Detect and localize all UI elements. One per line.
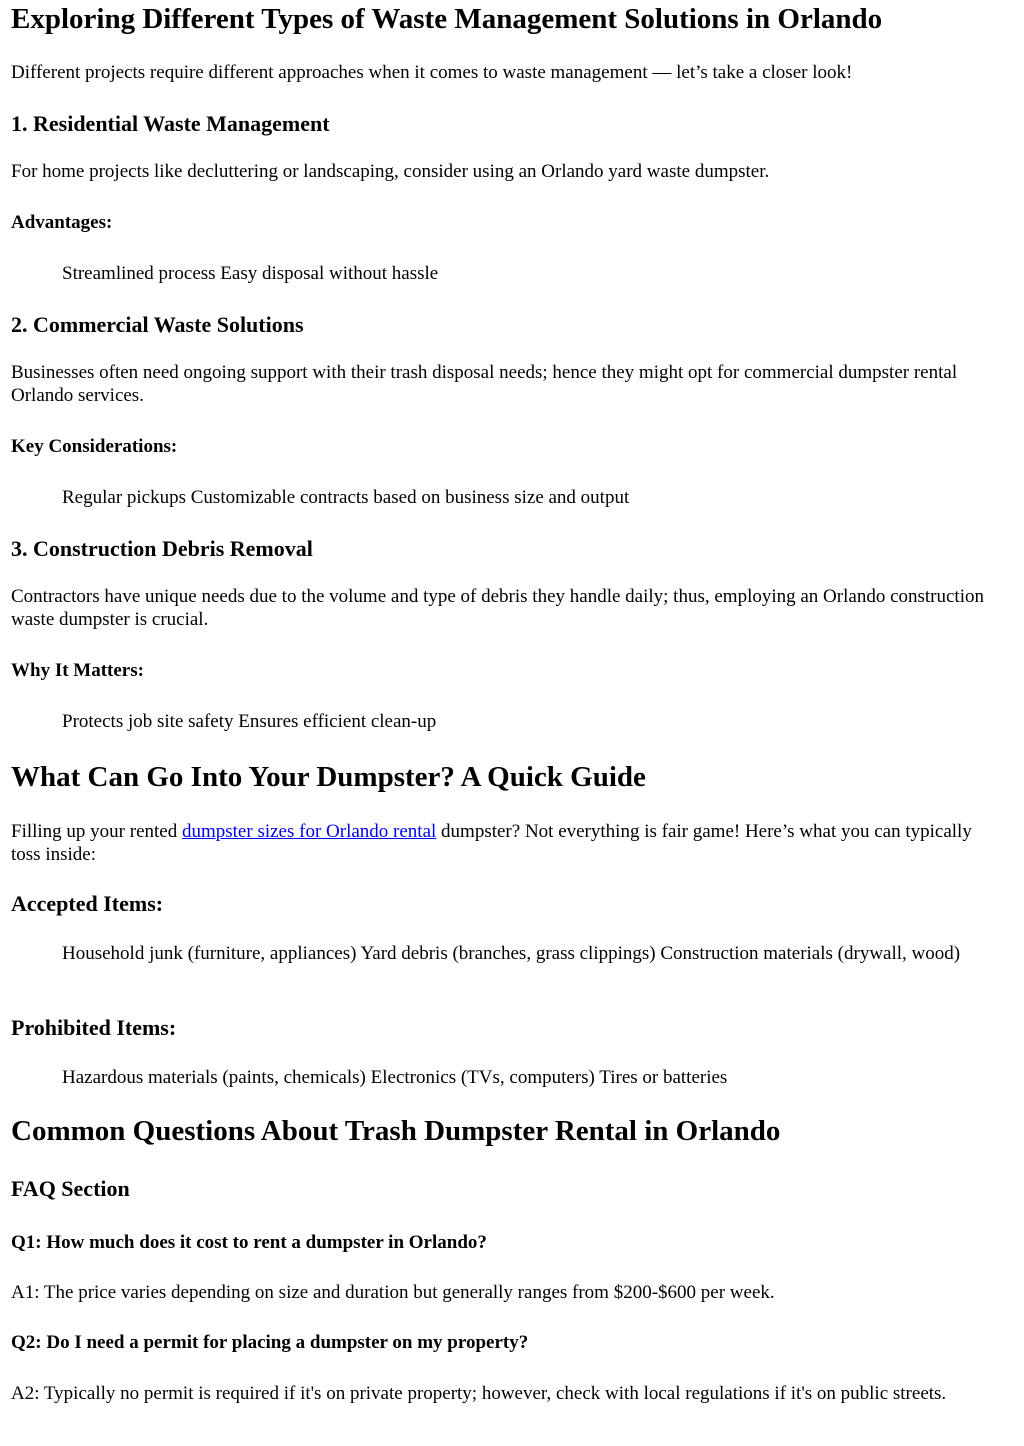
list-prohibited-items: Hazardous materials (paints, chemicals) Electronics (TVs, computers) Tires or batteries (62, 1067, 728, 1088)
heading-construction: 3. Construction Debris Removal (11, 536, 313, 561)
faq-answer-2: A2: Typically no permit is required if it's on private property; however, check with local regulations if it's on public streets. (11, 1383, 947, 1404)
heading-faq-section: FAQ Section (11, 1176, 130, 1201)
label-key-considerations: Key Considerations: (11, 436, 178, 457)
list-advantages: Streamlined process Easy disposal without hassle (62, 263, 439, 284)
list-key-considerations: Regular pickups Customizable contracts based on business size and output (62, 487, 630, 508)
guide-intro-after: dumpster? Not everything is fair game! Here’s what you can typically toss inside: (11, 821, 972, 865)
list-accepted-items: Household junk (furniture, appliances) Yard debris (branches, grass clippings) Construction materials (drywall, wood) (62, 943, 961, 964)
section-intro: Different projects require different approaches when it comes to waste management — let’s take a closer look! (11, 62, 853, 83)
section-title-dumpster-guide: What Can Go Into Your Dumpster? A Quick Guide (11, 761, 646, 793)
faq-question-1: Q1: How much does it cost to rent a dumpster in Orlando? (11, 1232, 487, 1253)
faq-answer-1: A1: The price varies depending on size and duration but generally ranges from $200-$600 per week. (11, 1282, 775, 1303)
heading-commercial: 2. Commercial Waste Solutions (11, 312, 304, 337)
label-advantages: Advantages: (11, 212, 113, 233)
heading-accepted-items: Accepted Items: (11, 891, 164, 916)
residential-text: For home projects like decluttering or landscaping, consider using an Orlando yard waste dumpster. (11, 161, 770, 182)
list-why-it-matters: Protects job site safety Ensures efficient clean-up (62, 711, 437, 732)
faq-question-2: Q2: Do I need a permit for placing a dumpster on my property? (11, 1332, 529, 1353)
commercial-text: Businesses often need ongoing support with their trash disposal needs; hence they might opt for commercial dumpster rental Orlando services. (11, 362, 958, 406)
heading-prohibited-items: Prohibited Items: (11, 1015, 177, 1040)
guide-intro-before: Filling up your rented (11, 821, 182, 842)
section-title-waste-types: Exploring Different Types of Waste Management Solutions in Orlando (11, 3, 883, 35)
guide-intro (11, 820, 1000, 866)
label-why-it-matters: Why It Matters: (11, 660, 144, 681)
heading-residential: 1. Residential Waste Management (11, 111, 330, 136)
construction-text: Contractors have unique needs due to the volume and type of debris they handle daily; thus, employing an Orlando construction waste dumpster is crucial. (11, 586, 984, 630)
dumpster-sizes-link[interactable]: dumpster sizes for Orlando rental (181, 821, 437, 842)
section-title-faq: Common Questions About Trash Dumpster Rental in Orlando (11, 1115, 781, 1147)
